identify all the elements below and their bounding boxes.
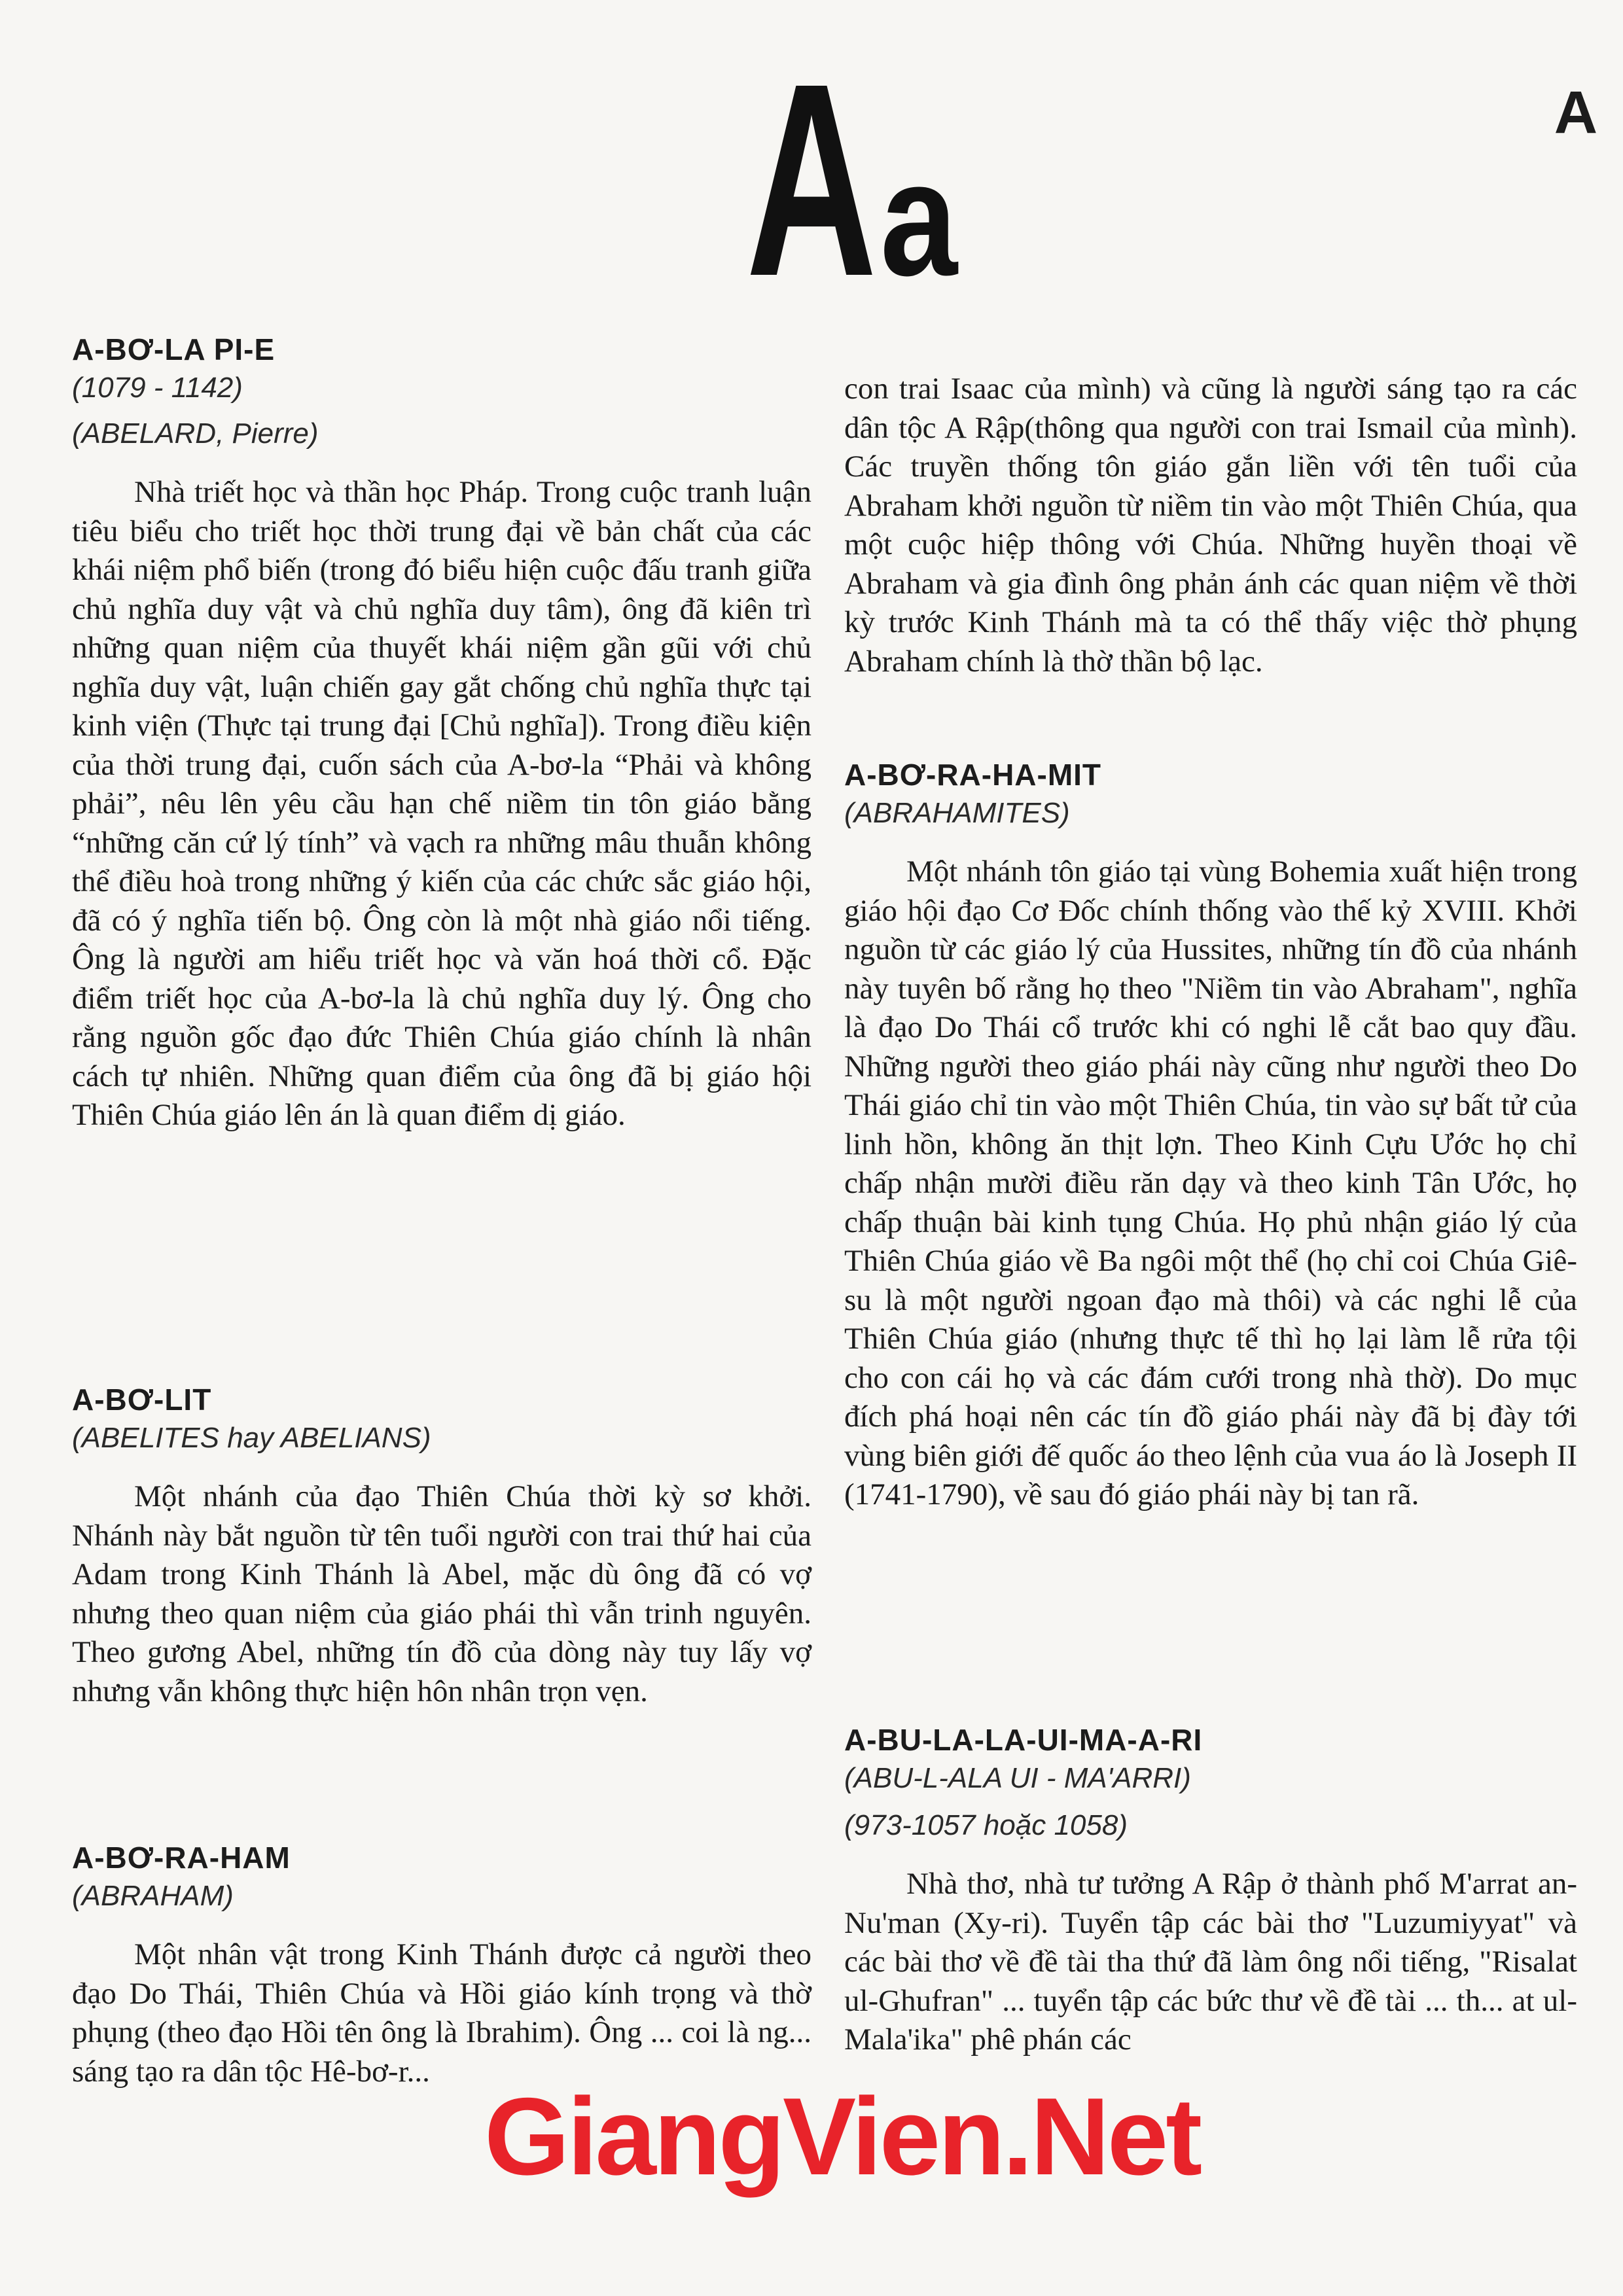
entry-term: A-BU-LA-LA-UI-MA-A-RI	[844, 1723, 1203, 1757]
entry-body: Một nhân vật trong Kinh Thánh được cả người theo đạo Do Thái, Thiên Chúa và Hồi giáo kính trọng và thờ phụng (theo đạo Hồi tên ông là Ibrahim). Ông ... coi là ng... sáng tạo ra dân tộc Hê-bơ-r...	[72, 1937, 812, 2089]
entry-term: A-BƠ-RA-HAM	[72, 1841, 291, 1875]
entry-abelard	[72, 330, 812, 1135]
entry-term: A-BƠ-LIT	[72, 1383, 212, 1417]
entry-body: Nhà triết học và thần học Pháp. Trong cuộc tranh luận tiêu biểu cho triết học thời trung đại về bản chất của các khái niệm phổ biến (trong đó biểu hiện cuộc đấu tranh giữa chủ nghĩa duy vật và chủ nghĩa duy tâm), ông đã kiên trì những quan niệm của thuyết khái niệm gần gũi với chủ nghĩa duy vật, luận chiến gay gắt chống chủ nghĩa thực tại kinh viện (Thực tại trung đại [Chủ nghĩa]). Trong điều kiện của thời trung đại, cuốn sách của A-bơ-la “Phải và không phải”, nêu lên yêu cầu hạn chế niềm tin tôn giáo bằng “những căn cứ lý tính” và vạch ra những mâu thuẫn không thể điều hoà trong những ý kiến của các chức sắc giáo hội, đã có ý nghĩa tiến bộ. Ông còn là một nhà giáo nổi tiếng. Ông là người am hiểu triết học và văn hoá thời cổ. Đặc điểm triết học của A-bơ-la là chủ nghĩa duy lý. Ông cho rằng nguồn gốc đạo đức Thiên Chúa giáo chính là nhân cách tự nhiên. Những quan điểm của ông đã bị giáo hội Thiên Chúa giáo lên án là quan điểm dị giáo.	[72, 475, 812, 1132]
entry-original-name: (ABU-L-ALA UI - MA'ARRI)	[844, 1762, 1191, 1794]
entry-body: Một nhánh của đạo Thiên Chúa thời kỳ sơ khởi. Nhánh này bắt nguồn từ tên tuổi người con trai thứ hai của Adam trong Kinh Thánh là Abel, mặc dù ông đã có vợ nhưng theo quan niệm của giáo phái thì vẫn trinh nguyên. Theo gương Abel, những tín đồ của dòng này tuy lấy vợ nhưng vẫn không thực hiện hôn nhân trọn vẹn.	[72, 1479, 812, 1708]
entry-term: A-BƠ-LA PI-E	[72, 332, 276, 366]
entry-original-name: (ABELARD, Pierre)	[72, 417, 319, 450]
page-letter-tab: A	[1554, 79, 1598, 146]
entry-abu-l-ala	[844, 1721, 1577, 2060]
entry-dates: (1079 - 1142)	[72, 372, 243, 404]
entry-original-name: (ABRAHAM)	[72, 1880, 234, 1912]
entry-term: A-BƠ-RA-HA-MIT	[844, 758, 1102, 792]
entry-abraham-continued	[844, 370, 1577, 681]
entry-body: Một nhánh tôn giáo tại vùng Bohemia xuất hiện trong giáo hội đạo Cơ Đốc chính thống vào thế kỷ XVIII. Khởi nguồn từ các giáo lý của Hussites, những tín đồ của nhánh này tuyên bố rằng họ theo "Niềm tin vào Abraham", nghĩa là đạo Do Thái cổ trước khi có nghi lễ cắt bao quy đầu. Những người theo giáo phái này cũng như người theo Do Thái giáo chỉ tin vào một Thiên Chúa, tin vào sự bất tử của linh hồn, không ăn thịt lợn. Theo Kinh Cựu Ước họ chỉ chấp nhận mười điều răn dạy và theo kinh Tân Ước, họ chấp thuận bài kinh tụng Chúa. Họ phủ nhận giáo lý của Thiên Chúa giáo về Ba ngôi một thể (họ chỉ coi Chúa Giê-su là một người ngoan đạo mà thôi) và các nghi lễ của Thiên Chúa giáo (nhưng thực tế thì họ lại làm lễ rửa tội cho con cái họ và các đám cưới trong nhà thờ). Do mục đích phá hoại nên các tín đồ giáo phái này đã bị đày tới vùng biên giới đế quốc áo theo lệnh của vua áo là Joseph II (1741-1790), về sau đó giáo phái này bị tan rã.	[844, 855, 1577, 1511]
section-heading-lettering	[746, 75, 962, 298]
entry-original-name: (ABELITES hay ABELIANS)	[72, 1422, 431, 1454]
watermark: GiangVien.Net	[484, 2075, 1200, 2198]
entry-body: Nhà thơ, nhà tư tưởng A Rập ở thành phố M'arrat an-Nu'man (Xy-ri). Tuyển tập các bài thơ "Luzumiyyat" và các bài thơ về đề tài tha thứ đã làm ông nổi tiếng, "Risalat ul-Ghufran" ... tuyển tập các bức thư về đề tài ... th... at ul-Mala'ika" phê phán các	[844, 1867, 1577, 2057]
entry-body-continuation: con trai Isaac của mình) và cũng là người sáng tạo ra các dân tộc A Rập(thông qua người con trai Ismail của mình). Các truyền thống tôn giáo gắn liền với tên tuổi của Abraham khởi nguồn từ niềm tin vào một Thiên Chúa, qua một cuộc hiệp thông với Chúa. Những huyền thoại về Abraham và gia đình ông phản ánh các quan niệm về thời kỳ trước Kinh Thánh mà ta có thể thấy việc thờ phụng Abraham chính là thờ thần bộ lạc.	[844, 372, 1577, 679]
entry-abelites	[72, 1381, 812, 1711]
svg-text:A: A	[746, 75, 877, 298]
entry-abraham	[72, 1839, 812, 2091]
entry-original-name: (ABRAHAMITES)	[844, 797, 1070, 829]
entry-dates: (973-1057 hoặc 1058)	[844, 1809, 1128, 1841]
entry-abrahamites	[844, 756, 1577, 1515]
section-heading	[746, 75, 962, 298]
svg-text:a: a	[880, 127, 959, 298]
